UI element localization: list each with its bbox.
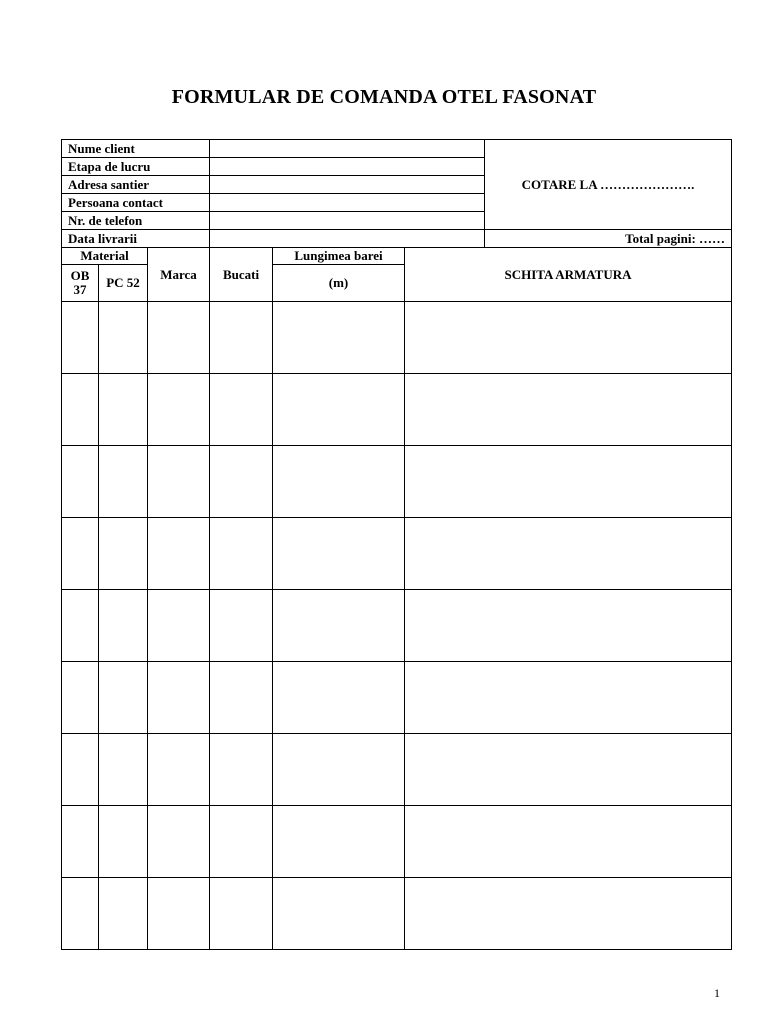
cell-ob37[interactable]: [62, 878, 99, 950]
cell-schita[interactable]: [405, 734, 732, 806]
field-nume-client[interactable]: [210, 140, 485, 158]
lungimea-header: Lungimea barei: [273, 248, 405, 265]
cell-bucati[interactable]: [210, 302, 273, 374]
cell-schita[interactable]: [405, 302, 732, 374]
material-header: Material: [62, 248, 148, 265]
field-persoana-contact[interactable]: [210, 194, 485, 212]
field-adresa-santier[interactable]: [210, 176, 485, 194]
cell-ob37[interactable]: [62, 590, 99, 662]
table-row: [62, 518, 732, 590]
schita-armatura-header: SCHITA ARMATURA: [405, 248, 732, 302]
field-nr-telefon[interactable]: [210, 212, 485, 230]
table-row: [62, 806, 732, 878]
cell-bucati[interactable]: [210, 446, 273, 518]
header-row-client: [62, 140, 732, 158]
field-etapa-lucru[interactable]: [210, 158, 485, 176]
cell-lungimea[interactable]: [273, 374, 405, 446]
cell-marca[interactable]: [148, 302, 210, 374]
field-data-livrarii[interactable]: [210, 230, 485, 248]
table-row: [62, 662, 732, 734]
cell-ob37[interactable]: [62, 302, 99, 374]
cell-pc52[interactable]: [99, 374, 148, 446]
cotare-la: COTARE LA ………………….: [485, 140, 732, 230]
unit-header: (m): [273, 265, 405, 302]
cell-lungimea[interactable]: [273, 662, 405, 734]
cell-schita[interactable]: [405, 878, 732, 950]
cell-marca[interactable]: [148, 374, 210, 446]
order-form-table: [61, 139, 732, 950]
cell-ob37[interactable]: [62, 518, 99, 590]
cell-bucati[interactable]: [210, 662, 273, 734]
cell-ob37[interactable]: [62, 374, 99, 446]
cell-marca[interactable]: [148, 734, 210, 806]
cell-bucati[interactable]: [210, 806, 273, 878]
cell-ob37[interactable]: [62, 662, 99, 734]
cell-schita[interactable]: [405, 446, 732, 518]
marca-header: Marca: [148, 248, 210, 302]
cell-schita[interactable]: [405, 590, 732, 662]
label-nume-client: Nume client: [62, 140, 210, 158]
page-title: FORMULAR DE COMANDA OTEL FASONAT: [171, 86, 597, 108]
pc52-header: PC 52: [99, 265, 148, 302]
cell-lungimea[interactable]: [273, 302, 405, 374]
header-row-livrare: [62, 230, 732, 248]
cell-pc52[interactable]: [99, 446, 148, 518]
cell-pc52[interactable]: [99, 302, 148, 374]
cell-pc52[interactable]: [99, 878, 148, 950]
table-row: [62, 302, 732, 374]
cell-pc52[interactable]: [99, 734, 148, 806]
cell-lungimea[interactable]: [273, 878, 405, 950]
cell-pc52[interactable]: [99, 518, 148, 590]
label-nr-telefon: Nr. de telefon: [62, 212, 210, 230]
cell-marca[interactable]: [148, 446, 210, 518]
cell-schita[interactable]: [405, 662, 732, 734]
cell-pc52[interactable]: [99, 662, 148, 734]
cell-lungimea[interactable]: [273, 734, 405, 806]
cell-marca[interactable]: [148, 518, 210, 590]
cell-marca[interactable]: [148, 806, 210, 878]
label-etapa-lucru: Etapa de lucru: [62, 158, 210, 176]
cell-marca[interactable]: [148, 878, 210, 950]
cell-lungimea[interactable]: [273, 806, 405, 878]
cell-bucati[interactable]: [210, 590, 273, 662]
cell-schita[interactable]: [405, 806, 732, 878]
total-pagini: Total pagini: ……: [485, 230, 732, 248]
cell-marca[interactable]: [148, 662, 210, 734]
cell-ob37[interactable]: [62, 734, 99, 806]
ob37-header: OB 37: [62, 265, 99, 302]
cell-ob37[interactable]: [62, 446, 99, 518]
cell-pc52[interactable]: [99, 806, 148, 878]
table-row: [62, 446, 732, 518]
cell-marca[interactable]: [148, 590, 210, 662]
cell-lungimea[interactable]: [273, 446, 405, 518]
cell-bucati[interactable]: [210, 734, 273, 806]
table-row: [62, 878, 732, 950]
cell-bucati[interactable]: [210, 878, 273, 950]
label-persoana-contact: Persoana contact: [62, 194, 210, 212]
cell-schita[interactable]: [405, 374, 732, 446]
cell-bucati[interactable]: [210, 374, 273, 446]
table-row: [62, 374, 732, 446]
bucati-header: Bucati: [210, 248, 273, 302]
cell-ob37[interactable]: [62, 806, 99, 878]
cell-lungimea[interactable]: [273, 590, 405, 662]
cell-schita[interactable]: [405, 518, 732, 590]
column-header-row: [62, 248, 732, 265]
table-row: [62, 590, 732, 662]
page-number: 1: [714, 986, 720, 1000]
table-row: [62, 734, 732, 806]
cell-lungimea[interactable]: [273, 518, 405, 590]
cell-bucati[interactable]: [210, 518, 273, 590]
label-adresa-santier: Adresa santier: [62, 176, 210, 194]
label-data-livrarii: Data livrarii: [62, 230, 210, 248]
cell-pc52[interactable]: [99, 590, 148, 662]
